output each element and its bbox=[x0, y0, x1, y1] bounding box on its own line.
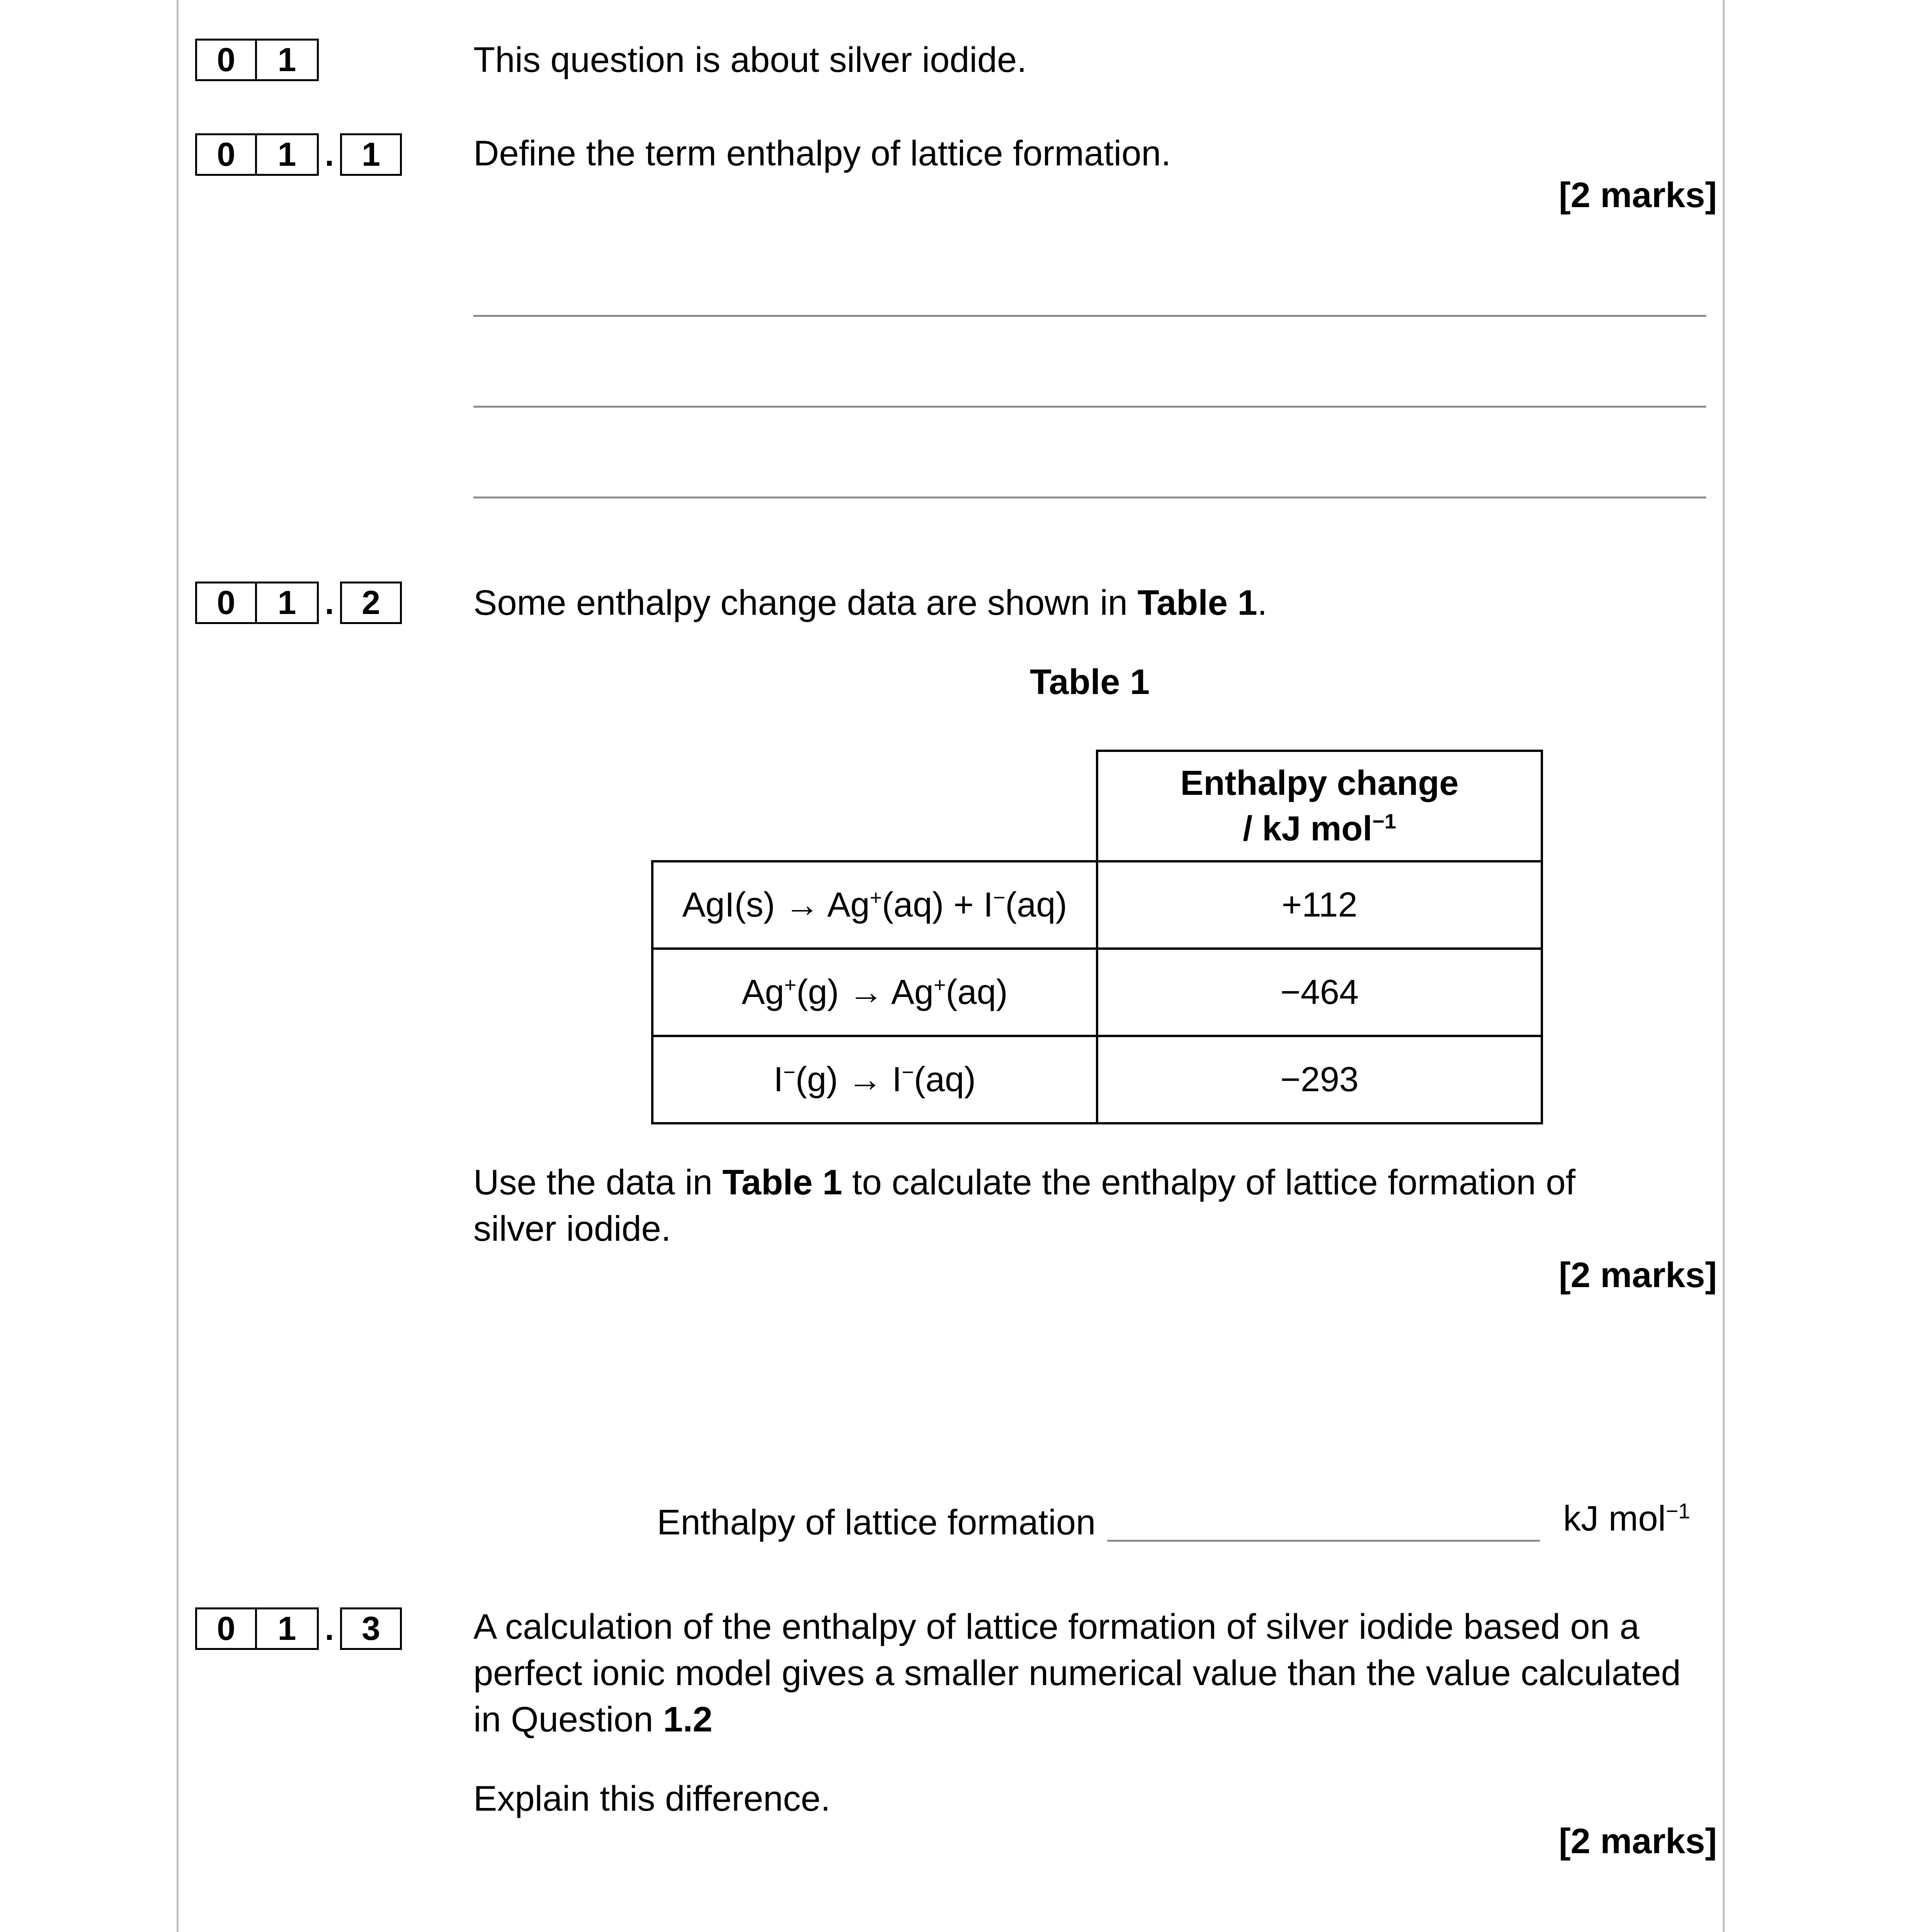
marks-01-1: [2 marks] bbox=[1558, 175, 1717, 215]
qnum-digit: 0 bbox=[195, 582, 257, 624]
marks-01-3: [2 marks] bbox=[1558, 1821, 1717, 1861]
intro-period: . bbox=[1257, 583, 1267, 622]
reaction-cell: AgI(s) → Ag+(aq) + I−(aq) bbox=[652, 861, 1097, 949]
intro-text: Some enthalpy change data are shown in bbox=[473, 583, 1138, 622]
value-cell: +112 bbox=[1097, 861, 1542, 949]
answer-unit bbox=[1563, 1495, 1690, 1542]
qnum-digit: 2 bbox=[340, 582, 402, 624]
answer-line[interactable] bbox=[473, 406, 1706, 408]
qnum-digit: 0 bbox=[195, 39, 257, 81]
table-row bbox=[652, 1036, 1542, 1123]
qnum-digit: 1 bbox=[257, 133, 319, 176]
enthalpy-data-table bbox=[651, 750, 1543, 1124]
qnum-digit: 0 bbox=[195, 1607, 257, 1650]
table-row bbox=[652, 949, 1542, 1036]
qnum-digit: 0 bbox=[195, 133, 257, 176]
right-margin-line bbox=[1723, 0, 1725, 1932]
use-text: Use the data in bbox=[473, 1163, 723, 1202]
qnum-dot: . bbox=[325, 1610, 334, 1647]
table-corner-cell bbox=[652, 751, 1097, 861]
explain-instruction: Explain this difference. bbox=[473, 1779, 830, 1818]
use-text-end: to calculate the enthalpy of lattice formation of silver iodide. bbox=[473, 1163, 1575, 1248]
qnum-digit: 1 bbox=[257, 1607, 319, 1650]
reaction-cell: Ag+(g) → Ag+(aq) bbox=[652, 949, 1097, 1036]
header-superscript: −1 bbox=[1372, 810, 1396, 833]
question-number-01-2 bbox=[195, 582, 402, 624]
use-table-ref: Table 1 bbox=[722, 1163, 842, 1202]
question-ref: 1.2 bbox=[663, 1700, 713, 1739]
value-cell: −464 bbox=[1097, 949, 1542, 1036]
marks-01-2: [2 marks] bbox=[1558, 1255, 1717, 1295]
question-body: A calculation of the enthalpy of lattice formation of silver iodide based on a perfect ionic model gives a smaller numerical value than the value calculated in Question bbox=[473, 1607, 1681, 1739]
question-text-01-3 bbox=[473, 1604, 1714, 1743]
answer-line[interactable] bbox=[473, 315, 1706, 317]
header-line-2: / kJ mol bbox=[1243, 810, 1373, 848]
question-text-01-1: Define the term enthalpy of lattice formation. bbox=[473, 134, 1171, 173]
question-text-01-2 bbox=[473, 1159, 1602, 1252]
answer-line-lattice[interactable] bbox=[1107, 1540, 1540, 1542]
reaction-cell: I−(g) → I−(aq) bbox=[652, 1036, 1097, 1123]
left-margin-line bbox=[177, 0, 179, 1932]
question-number-01-1 bbox=[195, 133, 402, 176]
answer-label-lattice: Enthalpy of lattice formation bbox=[657, 1503, 1096, 1542]
question-intro-01-2 bbox=[473, 580, 1267, 626]
table-row bbox=[652, 861, 1542, 949]
table-title: Table 1 bbox=[1030, 662, 1150, 702]
unit-superscript: −1 bbox=[1666, 1499, 1690, 1523]
header-line-1: Enthalpy change bbox=[1180, 764, 1459, 803]
unit-text: kJ mol bbox=[1563, 1499, 1666, 1538]
question-number-01 bbox=[195, 39, 319, 81]
question-number-01-3 bbox=[195, 1607, 402, 1650]
qnum-digit: 1 bbox=[257, 39, 319, 81]
qnum-dot: . bbox=[325, 584, 334, 621]
qnum-digit: 1 bbox=[257, 582, 319, 624]
value-cell: −293 bbox=[1097, 1036, 1542, 1123]
qnum-digit: 1 bbox=[340, 133, 402, 176]
qnum-dot: . bbox=[325, 136, 334, 173]
table-header-enthalpy-change bbox=[1097, 751, 1542, 861]
qnum-digit: 3 bbox=[340, 1607, 402, 1650]
intro-table-ref: Table 1 bbox=[1137, 583, 1257, 622]
question-stem: This question is about silver iodide. bbox=[473, 40, 1027, 80]
answer-line[interactable] bbox=[473, 497, 1706, 498]
